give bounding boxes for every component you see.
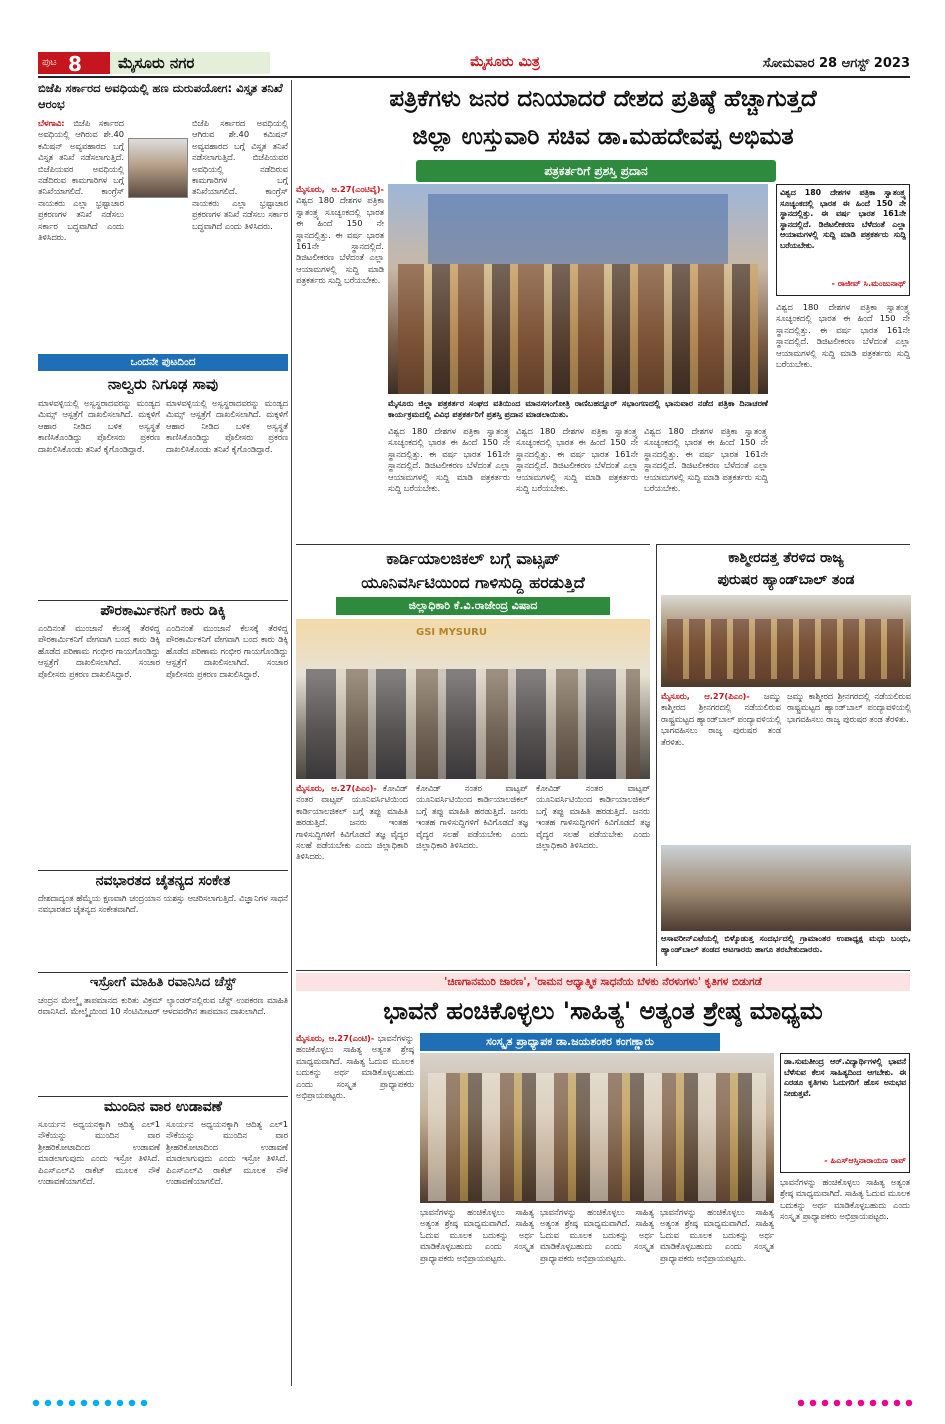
lead-headline-2: ಜಿಲ್ಲಾ ಉಸ್ತುವಾರಿ ಸಚಿವ ಡಾ.ಮಹದೇವಪ್ಪ ಅಭಿಮತ — [412, 124, 794, 150]
story-b-body-col2 — [166, 623, 288, 867]
bottom-body-col4 — [660, 1207, 774, 1383]
continued-band-label: ಒಂದನೇ ಪುಟದಿಂದ — [130, 356, 196, 368]
lead-photo-backdrop — [428, 194, 728, 264]
bottom-body-col3 — [540, 1207, 654, 1383]
story-a-body — [38, 398, 160, 598]
lead-body-left — [296, 184, 384, 536]
lead-body-col4 — [644, 426, 768, 536]
story-d-headline: ಇಸ್ರೋಗೆ ಮಾಹಿತಿ ರವಾನಿಸಿದ ಚೆಸ್ಟ್ — [89, 975, 237, 990]
column-divider — [291, 80, 292, 1386]
kashmir-photo-send-off — [661, 845, 911, 931]
kashmir-body-col1 — [661, 691, 781, 841]
story-a-body-col2 — [166, 398, 288, 598]
lead-body-text: ವಿಶ್ವದ 180 ದೇಶಗಳ ಪತ್ರಿಕಾ ಸ್ವಾತಂತ್ರ್ಯ ಸೂಚ್ಯಂಕದಲ್ಲಿ ಭಾರತ ಈ ಹಿಂದೆ 150 ನೇ ಸ್ಥಾನದಲ್ಲಿತ್ತು. ಈ ವರ್ಷ ಭಾರತ 161ನೇ ಸ್ಥಾನದಲ್ಲಿದೆ. ಡಿಜಿಟಲೀಕರಣ ಬೆಳೆದಂತೆ ಎಲ್ಲಾ ಆಯಾಮಗಳಲ್ಲಿ ಸುದ್ದಿ ಮಾಡಿ ಪತ್ರಕರ್ತರು ಸುದ್ದಿ ಬರೆಯಬೇಕು. — [296, 195, 384, 286]
lead-band — [416, 160, 776, 182]
left-top-body-col2 — [192, 118, 288, 348]
bottom-text-5: ಭಾವನೆಗಳನ್ನು ಹಂಚಿಕೊಳ್ಳಲು ಸಾಹಿತ್ಯ ಅತ್ಯಂತ ಶ್ರೇಷ್ಠ ಮಾಧ್ಯಮವಾಗಿದೆ. ಸಾಹಿತ್ಯ ಓದುವ ಮೂಲಕ ಬದುಕನ್ನು ಅರ್ಥ ಮಾಡಿಕೊಳ್ಳಬಹುದು ಎಂದು ಸಂಸ್ಕೃತ ಪ್ರಾಧ್ಯಾಪಕರು ಅಭಿಪ್ರಾಯಪಟ್ಟರು. — [780, 1177, 910, 1222]
lead-band-label: ಪತ್ರಕರ್ತರಿಗೆ ಪ್ರಶಸ್ತಿ ಪ್ರದಾನ — [544, 164, 648, 178]
left-top-text: ಬಿಜೆಪಿ ಸರ್ಕಾರದ ಅವಧಿಯಲ್ಲಿ ಆಗಿರುವ ಶೇ.40 ಕಮಿಷನ್ ಅವ್ಯವಹಾರದ ಬಗ್ಗೆ ವಿಸ್ತೃತ ತನಿಖೆ ನಡೆಸಲಾಗುತ್ತಿದೆ. ಬಿಜೆಪಿಯವರ ಅವಧಿಯಲ್ಲಿ ನಡೆದಿರುವ ಕಾಮಗಾರಿಗಳ ಬಗ್ಗೆ ತನಿಖೆಯಾಗಲಿದೆ. ಕಾಂಗ್ರೆಸ್ ನಾಯಕರು ಎಲ್ಲಾ ಭ್ರಷ್ಟಾಚಾರ ಪ್ರಕರಣಗಳ ತನಿಖೆ ನಡೆಸಲು ಸರ್ಕಾರ ಬದ್ಧವಾಗಿದೆ ಎಂದು ತಿಳಿಸಿದರು. — [38, 118, 124, 243]
lead-body-text-4: ವಿಶ್ವದ 180 ದೇಶಗಳ ಪತ್ರಿಕಾ ಸ್ವಾತಂತ್ರ್ಯ ಸೂಚ್ಯಂಕದಲ್ಲಿ ಭಾರತ ಈ ಹಿಂದೆ 150 ನೇ ಸ್ಥಾನದಲ್ಲಿತ್ತು. ಈ ವರ್ಷ ಭಾರತ 161ನೇ ಸ್ಥಾನದಲ್ಲಿದೆ. ಡಿಜಿಟಲೀಕರಣ ಬೆಳೆದಂತೆ ಎಲ್ಲಾ ಆಯಾಮಗಳಲ್ಲಿ ಸುದ್ದಿ ಮಾಡಿ ಪತ್ರಕರ್ತರು ಸುದ್ದಿ ಬರೆಯಬೇಕು. — [644, 426, 768, 494]
cardio-headline-2: ಯೂನಿವರ್ಸಿಟಿಯಿಂದ ಗಾಳಿಸುದ್ದಿ ಹರಡುತ್ತಿದೆ — [361, 573, 585, 592]
story-d-text: ಚಂದ್ರನ ಮೇಲ್ಮೈ ತಾಪಮಾನದ ಕುರಿತು ವಿಕ್ರಮ್ ಲ್ಯಾಂಡರ್‌ನಲ್ಲಿರುವ ಚೆಸ್ಟ್ ಉಪಕರಣ ಮಾಹಿತಿ ರವಾನಿಸಿದೆ. ಮೇಲ್ಮೈಯಿಂದ 10 ಸೆಂಟಿಮೀಟರ್ ಆಳದವರೆಗಿನ ತಾಪಮಾನ ದಾಖಲಾಗಿದೆ. — [38, 995, 288, 1017]
lead-photo — [388, 184, 768, 394]
story-b-text: ಎಂದಿನಂತೆ ಮುಂಜಾನೆ ಕೆಲಸಕ್ಕೆ ತೆರಳಿದ್ದ ಪೌರಕಾರ್ಮಿಕನಿಗೆ ವೇಗವಾಗಿ ಬಂದ ಕಾರು ಡಿಕ್ಕಿ ಹೊಡೆದ ಪರಿಣಾಮ ಗಂಭೀರ ಗಾಯಗೊಂಡಿದ್ದು ಆಸ್ಪತ್ರೆಗೆ ದಾಖಲಿಸಲಾಗಿದೆ. ಸಂಚಾರ ಪೊಲೀಸರು ಪ್ರಕರಣ ದಾಖಲಿಸಿದ್ದಾರೆ. — [38, 623, 160, 679]
bottom-body-col2 — [420, 1207, 534, 1383]
story-e-headline: ಮುಂದಿನ ವಾರ ಉಡಾವಣೆ — [104, 1099, 222, 1115]
cardio-body-col1 — [296, 783, 408, 965]
bottom-dateline: ಮೈಸೂರು, ಆ.27(ಎಂಟಿ)- — [296, 1033, 375, 1043]
registration-marks-right — [795, 1398, 915, 1408]
section-title-box — [110, 52, 270, 74]
lead-headline-1: ಪತ್ರಿಕೆಗಳು ಜನರ ದನಿಯಾದರೆ ದೇಶದ ಪ್ರತಿಷ್ಠೆ ಹೆಚ್ಚಾಗುತ್ತದೆ — [389, 86, 817, 112]
story-four-deaths — [38, 374, 288, 599]
cardio-photo — [296, 619, 650, 779]
kashmir-dateline: ಮೈಸೂರು, ಆ.27(ಪಿಎಂ)- — [661, 691, 750, 701]
page-number: 8 — [68, 52, 82, 76]
cardio-body-col3 — [536, 783, 650, 965]
story-c-text: ದೇಶದಾದ್ಯಂತ ಹೆಮ್ಮೆಯ ಕ್ಷಣವಾಗಿ ಚಂದ್ರಯಾನ ಯಶಸ್ಸು ಆಚರಿಸಲಾಗುತ್ತಿದೆ. ವಿಜ್ಞಾನಿಗಳ ಸಾಧನೆ ನವಭಾರತದ ಚೈತನ್ಯದ ಸಂಕೇತವಾಗಿದೆ. — [38, 893, 288, 915]
cardio-story — [296, 544, 650, 966]
bottom-text-3: ಭಾವನೆಗಳನ್ನು ಹಂಚಿಕೊಳ್ಳಲು ಸಾಹಿತ್ಯ ಅತ್ಯಂತ ಶ್ರೇಷ್ಠ ಮಾಧ್ಯಮವಾಗಿದೆ. ಸಾಹಿತ್ಯ ಓದುವ ಮೂಲಕ ಬದುಕನ್ನು ಅರ್ಥ ಮಾಡಿಕೊಳ್ಳಬಹುದು ಎಂದು ಸಂಸ್ಕೃತ ಪ್ರಾಧ್ಯಾಪಕರು ಅಭಿಪ್ರಾಯಪಟ್ಟರು. — [540, 1207, 654, 1263]
lead-quote-by: - ರಾಜೀವ್ ಸಿ.ಮಂಜುನಾಥ್ — [831, 278, 906, 288]
left-top-dateline: ಬೆಳಗಾವಿ: — [38, 118, 65, 128]
story-a-text-2: ಮಾಳವಳ್ಳಿಯಲ್ಲಿ ಅಸ್ವಸ್ಥರಾದವರನ್ನು ಮಂಡ್ಯದ ಮಿಮ್ಸ್ ಆಸ್ಪತ್ರೆಗೆ ದಾಖಲಿಸಲಾಗಿದೆ. ಮಕ್ಕಳಿಗೆ ಆಹಾರ ನೀಡಿದ ಬಳಿಕ ಅಸ್ವಸ್ಥತೆ ಕಾಣಿಸಿಕೊಂಡಿದ್ದು ಪೊಲೀಸರು ಪ್ರಕರಣ ದಾಖಲಿಸಿಕೊಂಡು ತನಿಖೆ ಕೈಗೊಂಡಿದ್ದಾರೆ. — [166, 398, 288, 454]
bottom-band-label: ಸಂಸ್ಕೃತ ಪ್ರಾಧ್ಯಾಪಕ ಡಾ.ಜಯಶಂಕರ ಕಂಗಣ್ಣಾರು — [486, 1035, 654, 1048]
left-top-body — [38, 118, 124, 348]
story-e-text-2: ಸೂರ್ಯನ ಅಧ್ಯಯನಕ್ಕಾಗಿ ಆದಿತ್ಯ ಎಲ್1 ನೌಕೆಯನ್ನು ಮುಂದಿನ ವಾರ ಶ್ರೀಹರಿಕೋಟಾದಿಂದ ಉಡಾವಣೆ ಮಾಡಲಾಗುವುದು ಎಂದು ಇಸ್ರೋ ತಿಳಿಸಿದೆ. ಪಿಎಸ್ಎಲ್‌ವಿ ರಾಕೆಟ್ ಮೂಲಕ ನೌಕೆ ಉಡಾವಣೆಯಾಗಲಿದೆ. — [166, 1119, 288, 1187]
kashmir-text-2: ಜಮ್ಮು ಕಾಶ್ಮೀರದ ಶ್ರೀನಗರದಲ್ಲಿ ನಡೆಯಲಿರುವ ರಾಷ್ಟ್ರಮಟ್ಟದ ಹ್ಯಾಂಡ್‌ಬಾಲ್ ಪಂದ್ಯಾವಳಿಯಲ್ಲಿ ಭಾಗವಹಿಸಲು ರಾಜ್ಯ ಪುರುಷರ ತಂಡ ತೆರಳಿತು. — [787, 691, 911, 724]
bottom-text: ಭಾವನೆಗಳನ್ನು ಹಂಚಿಕೊಳ್ಳಲು ಸಾಹಿತ್ಯ ಅತ್ಯಂತ ಶ್ರೇಷ್ಠ ಮಾಧ್ಯಮವಾಗಿದೆ. ಸಾಹಿತ್ಯ ಓದುವ ಮೂಲಕ ಬದುಕನ್ನು ಅರ್ಥ ಮಾಡಿಕೊಳ್ಳಬಹುದು ಎಂದು ಸಂಸ್ಕೃತ ಪ್ರಾಧ್ಯಾಪಕರು ಅಭಿಪ್ರಾಯಪಟ್ಟರು. — [296, 1033, 414, 1101]
section-title: ಮೈಸೂರು ನಗರ — [118, 54, 195, 72]
cardio-photo-sign: GSI MYSURU — [416, 627, 487, 638]
bottom-headline: ಭಾವನೆ ಹಂಚಿಕೊಳ್ಳಲು 'ಸಾಹಿತ್ಯ' ಅತ್ಯಂತ ಶ್ರೇಷ್ಠ ಮಾಧ್ಯಮ — [383, 997, 823, 1025]
story-e-body — [38, 1119, 160, 1385]
story-new-india — [38, 870, 288, 970]
bottom-story — [296, 970, 910, 1386]
left-top-story — [38, 80, 288, 352]
lead-body-col3 — [516, 426, 638, 536]
kashmir-body-col2 — [787, 691, 911, 841]
kashmir-headline-1: ಕಾಶ್ಮೀರದತ್ತ ತೆರಳಿದ ರಾಜ್ಯ — [728, 550, 844, 566]
cardio-text-2: ಕೋವಿಡ್ ನಂತರ ವಾಟ್ಸಪ್ ಯೂನಿವರ್ಸಿಟಿಯಿಂದ ಕಾರ್ಡಿಯಾಲಜಿಕಲ್ ಬಗ್ಗೆ ತಪ್ಪು ಮಾಹಿತಿ ಹರಡುತ್ತಿದೆ. ಜನರು ಇಂತಹ ಗಾಳಿಸುದ್ದಿಗಳಿಗೆ ಕಿವಿಗೊಡದೆ ತಜ್ಞ ವೈದ್ಯರ ಸಲಹೆ ಪಡೆಯಬೇಕು ಎಂದು ಜಿಲ್ಲಾಧಿಕಾರಿ ತಿಳಿಸಿದರು. — [416, 783, 528, 851]
bottom-kicker: 'ಚಿಣಗಾನಮುರಿ ಜಾರಣ', 'ರಾಮನ ಆಧ್ಯಾತ್ಮಿಕ ಸಾಧನೆಯ ಬೆಳಕು ನೆರಳುಗಳು' ಕೃತಿಗಳ ಬಿಡುಗಡೆ — [444, 976, 762, 988]
kashmir-caption: ಆಸಾವರೀನ್‌ಎಟೆಯಲ್ಲಿ ಬಿಳ್ಕೊಡುತ್ತ ಸಂದರ್ಭದಲ್ಲಿ ಗ್ರಾಮಾಂತರ ಉಪಾಧ್ಯಕ್ಷ ಮಧು ಬಂಧು, ಹ್ಯಾಂಡ್‌ಬಾಲ್ ತಂಡದ ಆಟಗಾರರು ಹಾಗೂ ತರಬೇತುದಾರರು. — [661, 933, 911, 954]
bottom-text-4: ಭಾವನೆಗಳನ್ನು ಹಂಚಿಕೊಳ್ಳಲು ಸಾಹಿತ್ಯ ಅತ್ಯಂತ ಶ್ರೇಷ್ಠ ಮಾಧ್ಯಮವಾಗಿದೆ. ಸಾಹಿತ್ಯ ಓದುವ ಮೂಲಕ ಬದುಕನ್ನು ಅರ್ಥ ಮಾಡಿಕೊಳ್ಳಬಹುದು ಎಂದು ಸಂಸ್ಕೃತ ಪ್ರಾಧ್ಯಾಪಕರು ಅಭಿಪ್ರಾಯಪಟ್ಟರು. — [660, 1207, 774, 1263]
story-b-body — [38, 623, 160, 867]
story-c-headline: ನವಭಾರತದ ಚೈತನ್ಯದ ಸಂಕೇತ — [95, 873, 231, 889]
cardio-band — [336, 597, 610, 615]
story-b-text-2: ಎಂದಿನಂತೆ ಮುಂಜಾನೆ ಕೆಲಸಕ್ಕೆ ತೆರಳಿದ್ದ ಪೌರಕಾರ್ಮಿಕನಿಗೆ ವೇಗವಾಗಿ ಬಂದ ಕಾರು ಡಿಕ್ಕಿ ಹೊಡೆದ ಪರಿಣಾಮ ಗಂಭೀರ ಗಾಯಗೊಂಡಿದ್ದು ಆಸ್ಪತ್ರೆಗೆ ದಾಖಲಿಸಲಾಗಿದೆ. ಸಂಚಾರ ಪೊಲೀಸರು ಪ್ರಕರಣ ದಾಖಲಿಸಿದ್ದಾರೆ. — [166, 623, 288, 679]
lead-photo-caption: ಮೈಸೂರು ಜಿಲ್ಲಾ ಪತ್ರಕರ್ತರ ಸಂಘದ ವತಿಯಿಂದ ಮಾನಸಗಂಗೋತ್ರಿ ರಾಣಿಬಹದ್ದೂರ್ ಸಭಾಂಗಣದಲ್ಲಿ ಭಾನುವಾರ ನಡೆದ ಪತ್ರಿಕಾ ದಿನಾಚರಣೆ ಕಾರ್ಯಕ್ರಮದಲ್ಲಿ ವಿವಿಧ ಪತ್ರಕರ್ತರಿಗೆ ಪ್ರಶಸ್ತಿ ಪ್ರದಾನ ಮಾಡಲಾಯಿತು. — [388, 398, 768, 419]
registration-marks-left — [30, 1398, 150, 1408]
cardio-band-label: ಜಿಲ್ಲಾಧಿಕಾರಿ ಕೆ.ವಿ.ರಾಜೇಂದ್ರ ವಿಷಾದ — [408, 599, 538, 612]
issue-date: ಸೋಮವಾರ 28 ಆಗಸ್ಟ್ 2023 — [762, 56, 910, 71]
left-top-text-2: ಬಿಜೆಪಿ ಸರ್ಕಾರದ ಅವಧಿಯಲ್ಲಿ ಆಗಿರುವ ಶೇ.40 ಕಮಿಷನ್ ಅವ್ಯವಹಾರದ ಬಗ್ಗೆ ವಿಸ್ತೃತ ತನಿಖೆ ನಡೆಸಲಾಗುತ್ತಿದೆ. ಬಿಜೆಪಿಯವರ ಅವಧಿಯಲ್ಲಿ ನಡೆದಿರುವ ಕಾಮಗಾರಿಗಳ ಬಗ್ಗೆ ತನಿಖೆಯಾಗಲಿದೆ. ಕಾಂಗ್ರೆಸ್ ನಾಯಕರು ಎಲ್ಲಾ ಭ್ರಷ್ಟಾಚಾರ ಪ್ರಕರಣಗಳ ತನಿಖೆ ನಡೆಸಲು ಸರ್ಕಾರ ಬದ್ಧವಾಗಿದೆ ಎಂದು ತಿಳಿಸಿದರು. — [192, 118, 288, 231]
lead-story — [296, 80, 910, 540]
lead-body-text-2: ವಿಶ್ವದ 180 ದೇಶಗಳ ಪತ್ರಿಕಾ ಸ್ವಾತಂತ್ರ್ಯ ಸೂಚ್ಯಂಕದಲ್ಲಿ ಭಾರತ ಈ ಹಿಂದೆ 150 ನೇ ಸ್ಥಾನದಲ್ಲಿತ್ತು. ಈ ವರ್ಷ ಭಾರತ 161ನೇ ಸ್ಥಾನದಲ್ಲಿದೆ. ಡಿಜಿಟಲೀಕರಣ ಬೆಳೆದಂತೆ ಎಲ್ಲಾ ಆಯಾಮಗಳಲ್ಲಿ ಸುದ್ದಿ ಮಾಡಿ ಪತ್ರಕರ್ತರು ಸುದ್ದಿ ಬರೆಯಬೇಕು. — [388, 426, 510, 494]
story-isro-chaste — [38, 972, 288, 1094]
bottom-photo — [420, 1053, 774, 1203]
story-launch-next-week — [38, 1096, 288, 1386]
cardio-body-col2 — [416, 783, 528, 965]
page-number-box — [38, 52, 110, 74]
masthead-rule — [38, 76, 910, 78]
cardio-text-3: ಕೋವಿಡ್ ನಂತರ ವಾಟ್ಸಪ್ ಯೂನಿವರ್ಸಿಟಿಯಿಂದ ಕಾರ್ಡಿಯಾಲಜಿಕಲ್ ಬಗ್ಗೆ ತಪ್ಪು ಮಾಹಿತಿ ಹರಡುತ್ತಿದೆ. ಜನರು ಇಂತಹ ಗಾಳಿಸುದ್ದಿಗಳಿಗೆ ಕಿವಿಗೊಡದೆ ತಜ್ಞ ವೈದ್ಯರ ಸಲಹೆ ಪಡೆಯಬೇಕು ಎಂದು ಜಿಲ್ಲಾಧಿಕಾರಿ ತಿಳಿಸಿದರು. — [536, 783, 650, 851]
bottom-quote: ಡಾ.ಸುಮತೀಂದ್ರ ಆರ್.ವಿದ್ಯಾರ್ಥಿಗಳಲ್ಲಿ ಭಾವನೆ ಬೆಳೆಸುವ ಕೆಲಸ ಸಾಹಿತ್ಯದಿಂದ ಆಗಬೇಕು. ಈ ಎರಡೂ ಕೃತಿಗಳು ಓದುಗರಿಗೆ ಹೊಸ ಅನುಭವ ನೀಡುತ್ತವೆ. — [784, 1057, 906, 1098]
kashmir-text: ಜಮ್ಮು ಕಾಶ್ಮೀರದ ಶ್ರೀನಗರದಲ್ಲಿ ನಡೆಯಲಿರುವ ರಾಷ್ಟ್ರಮಟ್ಟದ ಹ್ಯಾಂಡ್‌ಬಾಲ್ ಪಂದ್ಯಾವಳಿಯಲ್ಲಿ ಭಾಗವಹಿಸಲು ರಾಜ್ಯ ಪುರುಷರ ತಂಡ ತೆರಳಿತು. — [661, 691, 781, 747]
left-top-headline: ಬಿಜೆಪಿ ಸರ್ಕಾರದ ಅವಧಿಯಲ್ಲಿ ಹಣ ದುರುಪಯೋಗ: ವಿಸ್ತೃತ ತನಿಖೆ ಆರಂಭ — [38, 81, 283, 111]
cardio-text: ಕೋವಿಡ್ ನಂತರ ವಾಟ್ಸಪ್ ಯೂನಿವರ್ಸಿಟಿಯಿಂದ ಕಾರ್ಡಿಯಾಲಜಿಕಲ್ ಬಗ್ಗೆ ತಪ್ಪು ಮಾಹಿತಿ ಹರಡುತ್ತಿದೆ. ಜನರು ಇಂತಹ ಗಾಳಿಸುದ್ದಿಗಳಿಗೆ ಕಿವಿಗೊಡದೆ ತಜ್ಞ ವೈದ್ಯರ ಸಲಹೆ ಪಡೆಯಬೇಕು ಎಂದು ಜಿಲ್ಲಾಧಿಕಾರಿ ತಿಳಿಸಿದರು. — [296, 783, 408, 862]
bottom-kicker-bar — [296, 973, 910, 991]
cardio-photo-people — [306, 669, 640, 779]
story-d-body — [38, 995, 288, 1093]
story-e-body-col2 — [166, 1119, 288, 1385]
story-a-text: ಮಾಳವಳ್ಳಿಯಲ್ಲಿ ಅಸ್ವಸ್ಥರಾದವರನ್ನು ಮಂಡ್ಯದ ಮಿಮ್ಸ್ ಆಸ್ಪತ್ರೆಗೆ ದಾಖಲಿಸಲಾಗಿದೆ. ಮಕ್ಕಳಿಗೆ ಆಹಾರ ನೀಡಿದ ಬಳಿಕ ಅಸ್ವಸ್ಥತೆ ಕಾಣಿಸಿಕೊಂಡಿದ್ದು ಪೊಲೀಸರು ಪ್ರಕರಣ ದಾಖಲಿಸಿಕೊಂಡು ತನಿಖೆ ಕೈಗೊಂಡಿದ್ದಾರೆ. — [38, 398, 160, 454]
bottom-text-2: ಭಾವನೆಗಳನ್ನು ಹಂಚಿಕೊಳ್ಳಲು ಸಾಹಿತ್ಯ ಅತ್ಯಂತ ಶ್ರೇಷ್ಠ ಮಾಧ್ಯಮವಾಗಿದೆ. ಸಾಹಿತ್ಯ ಓದುವ ಮೂಲಕ ಬದುಕನ್ನು ಅರ್ಥ ಮಾಡಿಕೊಳ್ಳಬಹುದು ಎಂದು ಸಂಸ್ಕೃತ ಪ್ರಾಧ್ಯಾಪಕರು ಅಭಿಪ್ರಾಯಪಟ್ಟರು. — [420, 1207, 534, 1263]
kashmir-photo-team — [661, 595, 911, 687]
story-car-accident — [38, 600, 288, 868]
kashmir-team-rows — [667, 619, 905, 679]
lead-quote: ವಿಶ್ವದ 180 ದೇಶಗಳ ಪತ್ರಿಕಾ ಸ್ವಾತಂತ್ರ್ಯ ಸೂಚ್ಯಂಕದಲ್ಲಿ ಭಾರತ ಈ ಹಿಂದೆ 150 ನೇ ಸ್ಥಾನದಲ್ಲಿತ್ತು. ಈ ವರ್ಷ ಭಾರತ 161ನೇ ಸ್ಥಾನದಲ್ಲಿದೆ. ಡಿಜಿಟಲೀಕರಣ ಬೆಳೆದಂತೆ ಎಲ್ಲಾ ಆಯಾಮಗಳಲ್ಲಿ ಸುದ್ದಿ ಮಾಡಿ ಪತ್ರಕರ್ತರು ಸುದ್ದಿ ಬರೆಯಬೇಕು. — [780, 188, 906, 250]
story-a-headline: ನಾಲ್ವರು ನಿಗೂಢ ಸಾವು — [107, 375, 219, 393]
bottom-photo-people — [428, 1073, 766, 1201]
bottom-band — [420, 1033, 720, 1051]
masthead — [0, 0, 945, 78]
page-label: ಪುಟ — [42, 57, 57, 68]
bottom-quote-by: - ಹಿಎಸ್‌ಆಸ್ತಿನಾರಾಯಣ ರಾವ್ — [824, 1155, 906, 1165]
bottom-quote-box — [780, 1053, 910, 1173]
kashmir-headline-2: ಪುರುಷರ ಹ್ಯಾಂಡ್‌ಬಾಲ್ ತಂಡ — [717, 572, 855, 588]
cardio-dateline: ಮೈಸೂರು, ಆ.27(ಪಿಎಂ)- — [296, 783, 377, 793]
portrait-photo — [128, 138, 188, 198]
bottom-body-left — [296, 1033, 414, 1383]
story-c-body — [38, 893, 288, 969]
lead-quote-box — [776, 184, 910, 296]
story-b-headline: ಪೌರಕಾರ್ಮಿಕನಿಗೆ ಕಾರು ಡಿಕ್ಕಿ — [100, 603, 226, 619]
lead-body-col2 — [388, 426, 510, 536]
lead-body-text-5: ವಿಶ್ವದ 180 ದೇಶಗಳ ಪತ್ರಿಕಾ ಸ್ವಾತಂತ್ರ್ಯ ಸೂಚ್ಯಂಕದಲ್ಲಿ ಭಾರತ ಈ ಹಿಂದೆ 150 ನೇ ಸ್ಥಾನದಲ್ಲಿತ್ತು. ಈ ವರ್ಷ ಭಾರತ 161ನೇ ಸ್ಥಾನದಲ್ಲಿದೆ. ಡಿಜಿಟಲೀಕರಣ ಬೆಳೆದಂತೆ ಎಲ್ಲಾ ಆಯಾಮಗಳಲ್ಲಿ ಸುದ್ದಿ ಮಾಡಿ ಪತ್ರಕರ್ತರು ಸುದ್ದಿ ಬರೆಯಬೇಕು. — [776, 302, 910, 370]
continued-band — [38, 354, 288, 371]
kashmir-story — [656, 544, 910, 966]
lead-dateline: ಮೈಸೂರು, ಆ.27(ಎಂಟಿವೈ)- — [296, 184, 384, 194]
bottom-body-col5 — [780, 1177, 910, 1383]
paper-name: ಮೈಸೂರು ಮಿತ್ರ — [470, 54, 540, 70]
lead-body-text-3: ವಿಶ್ವದ 180 ದೇಶಗಳ ಪತ್ರಿಕಾ ಸ್ವಾತಂತ್ರ್ಯ ಸೂಚ್ಯಂಕದಲ್ಲಿ ಭಾರತ ಈ ಹಿಂದೆ 150 ನೇ ಸ್ಥಾನದಲ್ಲಿತ್ತು. ಈ ವರ್ಷ ಭಾರತ 161ನೇ ಸ್ಥಾನದಲ್ಲಿದೆ. ಡಿಜಿಟಲೀಕರಣ ಬೆಳೆದಂತೆ ಎಲ್ಲಾ ಆಯಾಮಗಳಲ್ಲಿ ಸುದ್ದಿ ಮಾಡಿ ಪತ್ರಕರ್ತರು ಸುದ್ದಿ ಬರೆಯಬೇಕು. — [516, 426, 638, 494]
story-e-text: ಸೂರ್ಯನ ಅಧ್ಯಯನಕ್ಕಾಗಿ ಆದಿತ್ಯ ಎಲ್1 ನೌಕೆಯನ್ನು ಮುಂದಿನ ವಾರ ಶ್ರೀಹರಿಕೋಟಾದಿಂದ ಉಡಾವಣೆ ಮಾಡಲಾಗುವುದು ಎಂದು ಇಸ್ರೋ ತಿಳಿಸಿದೆ. ಪಿಎಸ್ಎಲ್‌ವಿ ರಾಕೆಟ್ ಮೂಲಕ ನೌಕೆ ಉಡಾವಣೆಯಾಗಲಿದೆ. — [38, 1119, 160, 1187]
cardio-headline-1: ಕಾರ್ಡಿಯಾಲಜಿಕಲ್ ಬಗ್ಗೆ ವಾಟ್ಸಪ್ — [386, 549, 560, 568]
lead-body-col5 — [776, 302, 910, 536]
lead-photo-people — [398, 264, 758, 394]
